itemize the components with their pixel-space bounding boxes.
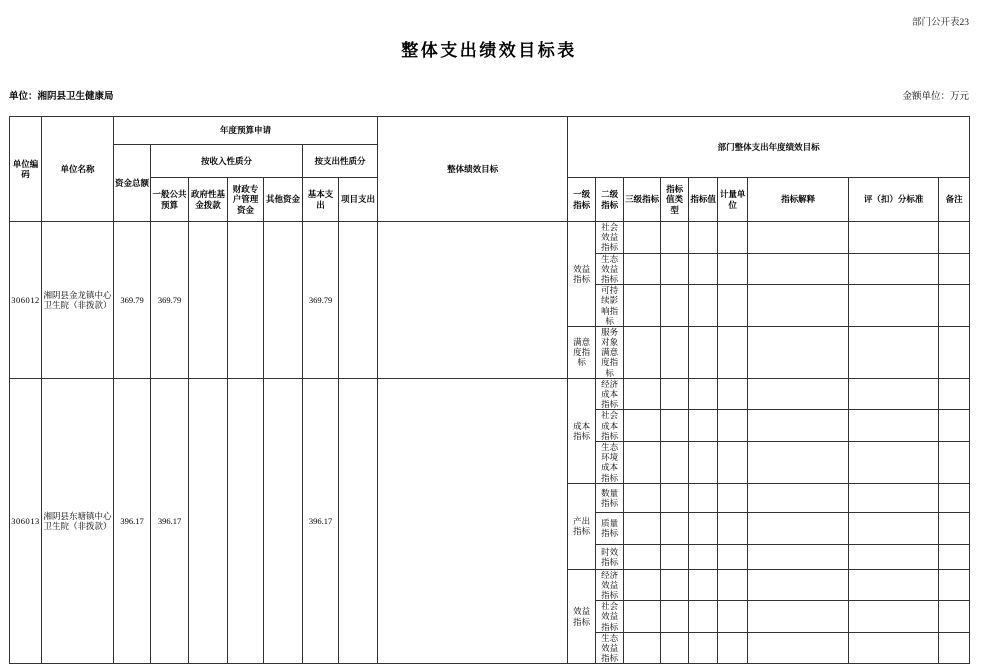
empty-cell (624, 285, 661, 327)
empty-cell (748, 326, 849, 378)
empty-cell (718, 326, 748, 378)
empty-cell (689, 410, 718, 442)
empty-cell (939, 441, 970, 483)
cell-level2-indicator: 服务对象满意度指标 (596, 326, 624, 378)
empty-cell (661, 326, 689, 378)
empty-cell (189, 222, 228, 379)
header-general-public-budget: 一般公共预算 (151, 178, 189, 222)
empty-cell (849, 441, 939, 483)
empty-cell (339, 378, 378, 664)
empty-cell (689, 601, 718, 633)
empty-cell (748, 410, 849, 442)
unit-label: 单位：湘阴县卫生健康局 (9, 92, 114, 102)
header-overall-target: 整体绩效目标 (378, 117, 568, 222)
empty-cell (689, 253, 718, 285)
table-row (10, 222, 970, 254)
cell-level1-indicator: 满意度指标 (568, 326, 596, 378)
empty-cell (661, 544, 689, 569)
empty-cell (718, 569, 748, 601)
empty-cell (849, 253, 939, 285)
cell-level2-indicator: 时效指标 (596, 544, 624, 569)
header-by-income-nature: 按收入性质分 (151, 145, 303, 178)
empty-cell (748, 632, 849, 664)
empty-cell (718, 253, 748, 285)
table-row (10, 378, 970, 410)
cell-level2-indicator: 社会成本指标 (596, 410, 624, 442)
empty-cell (689, 632, 718, 664)
empty-cell (748, 569, 849, 601)
cell-unit-name: 湘阴县金龙镇中心卫生院（非拨款） (42, 222, 114, 379)
header-total-funds: 资金总额 (114, 145, 151, 222)
empty-cell (661, 632, 689, 664)
empty-cell (661, 569, 689, 601)
empty-cell (264, 378, 303, 664)
empty-cell (689, 378, 718, 410)
empty-cell (939, 378, 970, 410)
empty-cell (339, 222, 378, 379)
empty-cell (689, 483, 718, 512)
cell-level2-indicator: 社会效益指标 (596, 222, 624, 254)
header-score-standard: 评（扣）分标准 (849, 178, 939, 222)
meta-row (9, 92, 969, 103)
cell-basic-expenditure: 369.79 (303, 222, 339, 379)
empty-cell (748, 441, 849, 483)
empty-cell (849, 512, 939, 544)
empty-cell (849, 378, 939, 410)
empty-cell (718, 410, 748, 442)
empty-cell (718, 544, 748, 569)
empty-cell (624, 410, 661, 442)
empty-cell (849, 410, 939, 442)
empty-cell (939, 569, 970, 601)
empty-cell (849, 569, 939, 601)
empty-cell (939, 410, 970, 442)
empty-cell (661, 601, 689, 633)
empty-cell (748, 483, 849, 512)
empty-cell (939, 326, 970, 378)
empty-cell (849, 483, 939, 512)
cell-level1-indicator: 产出指标 (568, 483, 596, 569)
empty-cell (689, 326, 718, 378)
empty-cell (661, 512, 689, 544)
cell-level2-indicator: 质量指标 (596, 512, 624, 544)
empty-cell (718, 285, 748, 327)
cell-level1-indicator: 成本指标 (568, 378, 596, 483)
header-fiscal-account-funds: 财政专户管理资金 (228, 178, 264, 222)
empty-cell (661, 410, 689, 442)
empty-cell (939, 222, 970, 254)
empty-cell (718, 632, 748, 664)
empty-cell (189, 378, 228, 664)
empty-cell (661, 483, 689, 512)
empty-cell (624, 569, 661, 601)
empty-cell (689, 285, 718, 327)
empty-cell (849, 222, 939, 254)
empty-cell (624, 378, 661, 410)
header-project-expenditure: 项目支出 (339, 178, 378, 222)
empty-cell (689, 569, 718, 601)
empty-cell (849, 285, 939, 327)
empty-cell (689, 544, 718, 569)
header-unit-name: 单位名称 (42, 117, 114, 222)
empty-cell (661, 285, 689, 327)
empty-cell (939, 544, 970, 569)
empty-cell (748, 253, 849, 285)
amount-unit-label: 金额单位：万元 (902, 92, 969, 102)
header-level3: 三级指标 (624, 178, 661, 222)
header-level2: 二级指标 (596, 178, 624, 222)
header-by-expense-nature: 按支出性质分 (303, 145, 378, 178)
header-value: 指标值 (689, 178, 718, 222)
performance-target-table (9, 116, 970, 664)
cell-level2-indicator: 经济效益指标 (596, 569, 624, 601)
empty-cell (624, 601, 661, 633)
header-other-funds: 其他资金 (264, 178, 303, 222)
cell-level2-indicator: 可持续影响指标 (596, 285, 624, 327)
cell-level2-indicator: 社会效益指标 (596, 601, 624, 633)
cell-unit-code: 306012 (10, 222, 42, 379)
empty-cell (849, 632, 939, 664)
header-remark: 备注 (939, 178, 970, 222)
header-explanation: 指标解释 (748, 178, 849, 222)
empty-cell (228, 222, 264, 379)
empty-cell (624, 512, 661, 544)
header-row-1 (10, 117, 970, 145)
cell-general-public-budget: 369.79 (151, 222, 189, 379)
header-dept-annual-target: 部门整体支出年度绩效目标 (568, 117, 970, 178)
empty-cell (939, 253, 970, 285)
empty-cell (624, 222, 661, 254)
empty-cell (849, 601, 939, 633)
empty-cell (228, 378, 264, 664)
empty-cell (718, 601, 748, 633)
empty-cell (849, 326, 939, 378)
empty-cell (718, 441, 748, 483)
empty-cell (939, 632, 970, 664)
header-gov-fund-grant: 政府性基金拨款 (189, 178, 228, 222)
header-measure-unit: 计量单位 (718, 178, 748, 222)
cell-total-funds: 369.79 (114, 222, 151, 379)
empty-cell (661, 222, 689, 254)
empty-cell (661, 253, 689, 285)
empty-cell (748, 512, 849, 544)
header-basic-expenditure: 基本支出 (303, 178, 339, 222)
cell-level2-indicator: 生态效益指标 (596, 632, 624, 664)
cell-total-funds: 396.17 (114, 378, 151, 664)
cell-level2-indicator: 生态环境成本指标 (596, 441, 624, 483)
page-title: 整体支出绩效目标表 (401, 41, 577, 60)
empty-cell (939, 285, 970, 327)
empty-cell (748, 222, 849, 254)
cell-overall-target (378, 222, 568, 379)
empty-cell (748, 378, 849, 410)
empty-cell (718, 483, 748, 512)
empty-cell (624, 441, 661, 483)
empty-cell (624, 326, 661, 378)
header-unit-code: 单位编码 (10, 117, 42, 222)
empty-cell (689, 222, 718, 254)
empty-cell (624, 544, 661, 569)
empty-cell (661, 441, 689, 483)
empty-cell (689, 512, 718, 544)
empty-cell (624, 253, 661, 285)
cell-level2-indicator: 生态效益指标 (596, 253, 624, 285)
cell-overall-target (378, 378, 568, 664)
corner-label: 部门公开表23 (911, 18, 969, 28)
cell-basic-expenditure: 396.17 (303, 378, 339, 664)
cell-level1-indicator: 效益指标 (568, 569, 596, 664)
cell-level2-indicator: 数量指标 (596, 483, 624, 512)
cell-unit-code: 306013 (10, 378, 42, 664)
empty-cell (624, 483, 661, 512)
empty-cell (748, 544, 849, 569)
cell-level1-indicator: 效益指标 (568, 222, 596, 327)
empty-cell (939, 483, 970, 512)
empty-cell (624, 632, 661, 664)
header-annual-budget-request: 年度预算申请 (114, 117, 378, 145)
empty-cell (718, 222, 748, 254)
empty-cell (849, 544, 939, 569)
empty-cell (939, 512, 970, 544)
header-level1: 一级指标 (568, 178, 596, 222)
empty-cell (939, 601, 970, 633)
empty-cell (264, 222, 303, 379)
cell-level2-indicator: 经济成本指标 (596, 378, 624, 410)
empty-cell (689, 441, 718, 483)
empty-cell (661, 378, 689, 410)
empty-cell (718, 378, 748, 410)
empty-cell (748, 601, 849, 633)
empty-cell (748, 285, 849, 327)
cell-general-public-budget: 396.17 (151, 378, 189, 664)
empty-cell (718, 512, 748, 544)
cell-unit-name: 湘阴县东塘镇中心卫生院（非拨款） (42, 378, 114, 664)
header-value-type: 指标值类型 (661, 178, 689, 222)
